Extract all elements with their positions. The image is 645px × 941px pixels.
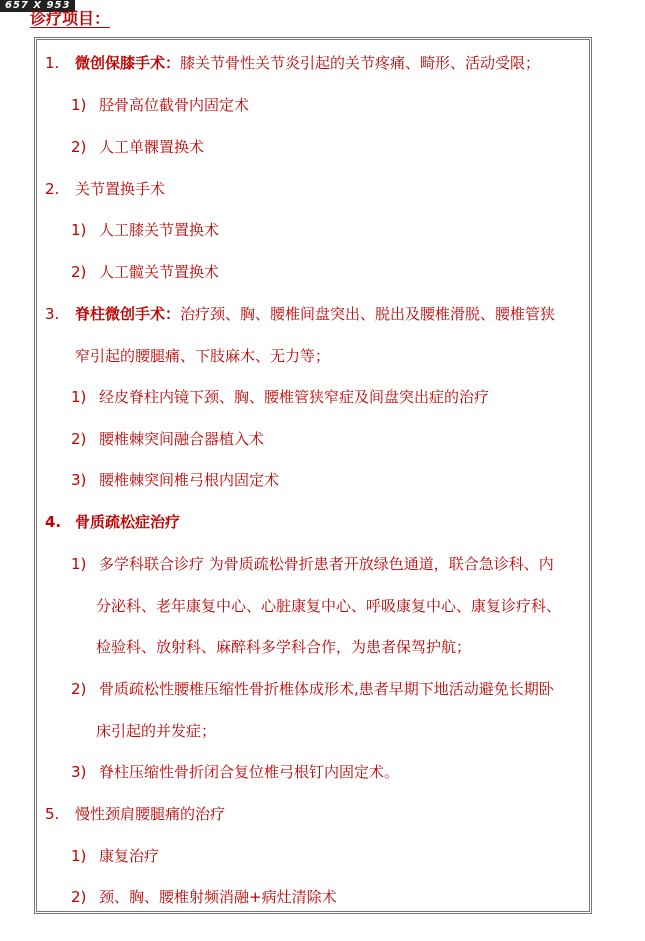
list-item-3-3: [37, 470, 589, 490]
list-number: 1): [71, 96, 87, 114]
treatment-list-box: [34, 37, 592, 914]
item-desc: 治疗颈、胸、腰椎间盘突出、脱出及腰椎滑脱、腰椎管狭: [180, 305, 556, 323]
list-text: 颈、胸、腰椎射频消融+病灶清除术: [99, 888, 337, 906]
list-number: 2): [71, 680, 87, 698]
list-text: 康复治疗: [99, 847, 160, 865]
list-text: 人工髋关节置换术: [99, 263, 220, 281]
list-number: 2): [71, 263, 87, 281]
list-text: 人工膝关节置换术: [99, 221, 220, 239]
list-text: 分泌科、老年康复中心、心脏康复中心、呼吸康复中心、康复诊疗科、: [96, 597, 562, 615]
list-item-1: [37, 53, 589, 73]
section-heading: 诊疗项目：: [30, 9, 111, 28]
list-text: [75, 53, 540, 73]
list-text: 胫骨高位截骨内固定术: [99, 96, 250, 114]
list-item-3-continuation: [37, 346, 589, 366]
list-item-4: [37, 512, 589, 532]
list-number: 1): [71, 221, 87, 239]
list-number: 5.: [45, 805, 60, 823]
list-item-2-1: [37, 220, 589, 240]
list-item-1-1: [37, 95, 589, 115]
image-dimensions-label: 657 X 953: [0, 0, 75, 12]
list-text: 腰椎棘突间椎弓根内固定术: [99, 471, 280, 489]
item-desc: 膝关节骨性关节炎引起的关节疼痛、畸形、活动受限；: [180, 54, 541, 72]
list-text: 床引起的并发症；: [96, 722, 217, 740]
list-number: 1.: [45, 54, 60, 72]
list-text: 人工单髁置换术: [99, 138, 205, 156]
list-item-3-2: [37, 429, 589, 449]
list-item-2: [37, 179, 589, 199]
list-number: 4.: [45, 513, 62, 531]
list-item-4-1-continuation: [37, 596, 589, 616]
list-item-4-2-continuation: [37, 721, 589, 741]
list-text: 多学科联合诊疗 为骨质疏松骨折患者开放绿色通道，联合急诊科、内: [99, 555, 554, 573]
list-text: [75, 304, 555, 324]
list-number: 3.: [45, 305, 60, 323]
list-number: 1): [71, 388, 87, 406]
list-item-5-1: [37, 846, 589, 866]
list-text: 检验科、放射科、麻醉科多学科合作，为患者保驾护航；: [96, 638, 472, 656]
list-number: 2): [71, 138, 87, 156]
list-item-1-2: [37, 137, 589, 157]
list-item-4-2: [37, 679, 589, 699]
list-number: 1): [71, 847, 87, 865]
list-number: 3): [71, 471, 87, 489]
list-text: 骨质疏松性腰椎压缩性骨折椎体成形术,患者早期下地活动避免长期卧: [99, 680, 554, 698]
list-item-5: [37, 804, 589, 824]
item-title-bold: 脊柱微创手术：: [75, 305, 181, 323]
list-number: 2.: [45, 180, 60, 198]
list-text: 腰椎棘突间融合器植入术: [99, 430, 265, 448]
list-text: 经皮脊柱内镜下颈、胸、腰椎管狭窄症及间盘突出症的治疗: [99, 388, 490, 406]
list-text: 慢性颈肩腰腿痛的治疗: [75, 805, 226, 823]
list-item-3: [37, 304, 589, 324]
list-number: 1): [71, 555, 87, 573]
item-title-bold: 微创保膝手术：: [75, 54, 181, 72]
list-text: 窄引起的腰腿痛、下肢麻木、无力等；: [75, 347, 331, 365]
list-item-5-2: [37, 887, 589, 907]
list-text: 骨质疏松症治疗: [75, 513, 181, 531]
list-text: 脊柱压缩性骨折闭合复位椎弓根钉内固定术。: [99, 763, 400, 781]
list-number: 2): [71, 888, 87, 906]
list-number: 2): [71, 430, 87, 448]
list-item-4-1-continuation: [37, 637, 589, 657]
list-number: 3): [71, 763, 87, 781]
list-text: 关节置换手术: [75, 180, 166, 198]
list-item-4-1: [37, 554, 589, 574]
list-item-3-1: [37, 387, 589, 407]
list-item-2-2: [37, 262, 589, 282]
list-item-4-3: [37, 762, 589, 782]
